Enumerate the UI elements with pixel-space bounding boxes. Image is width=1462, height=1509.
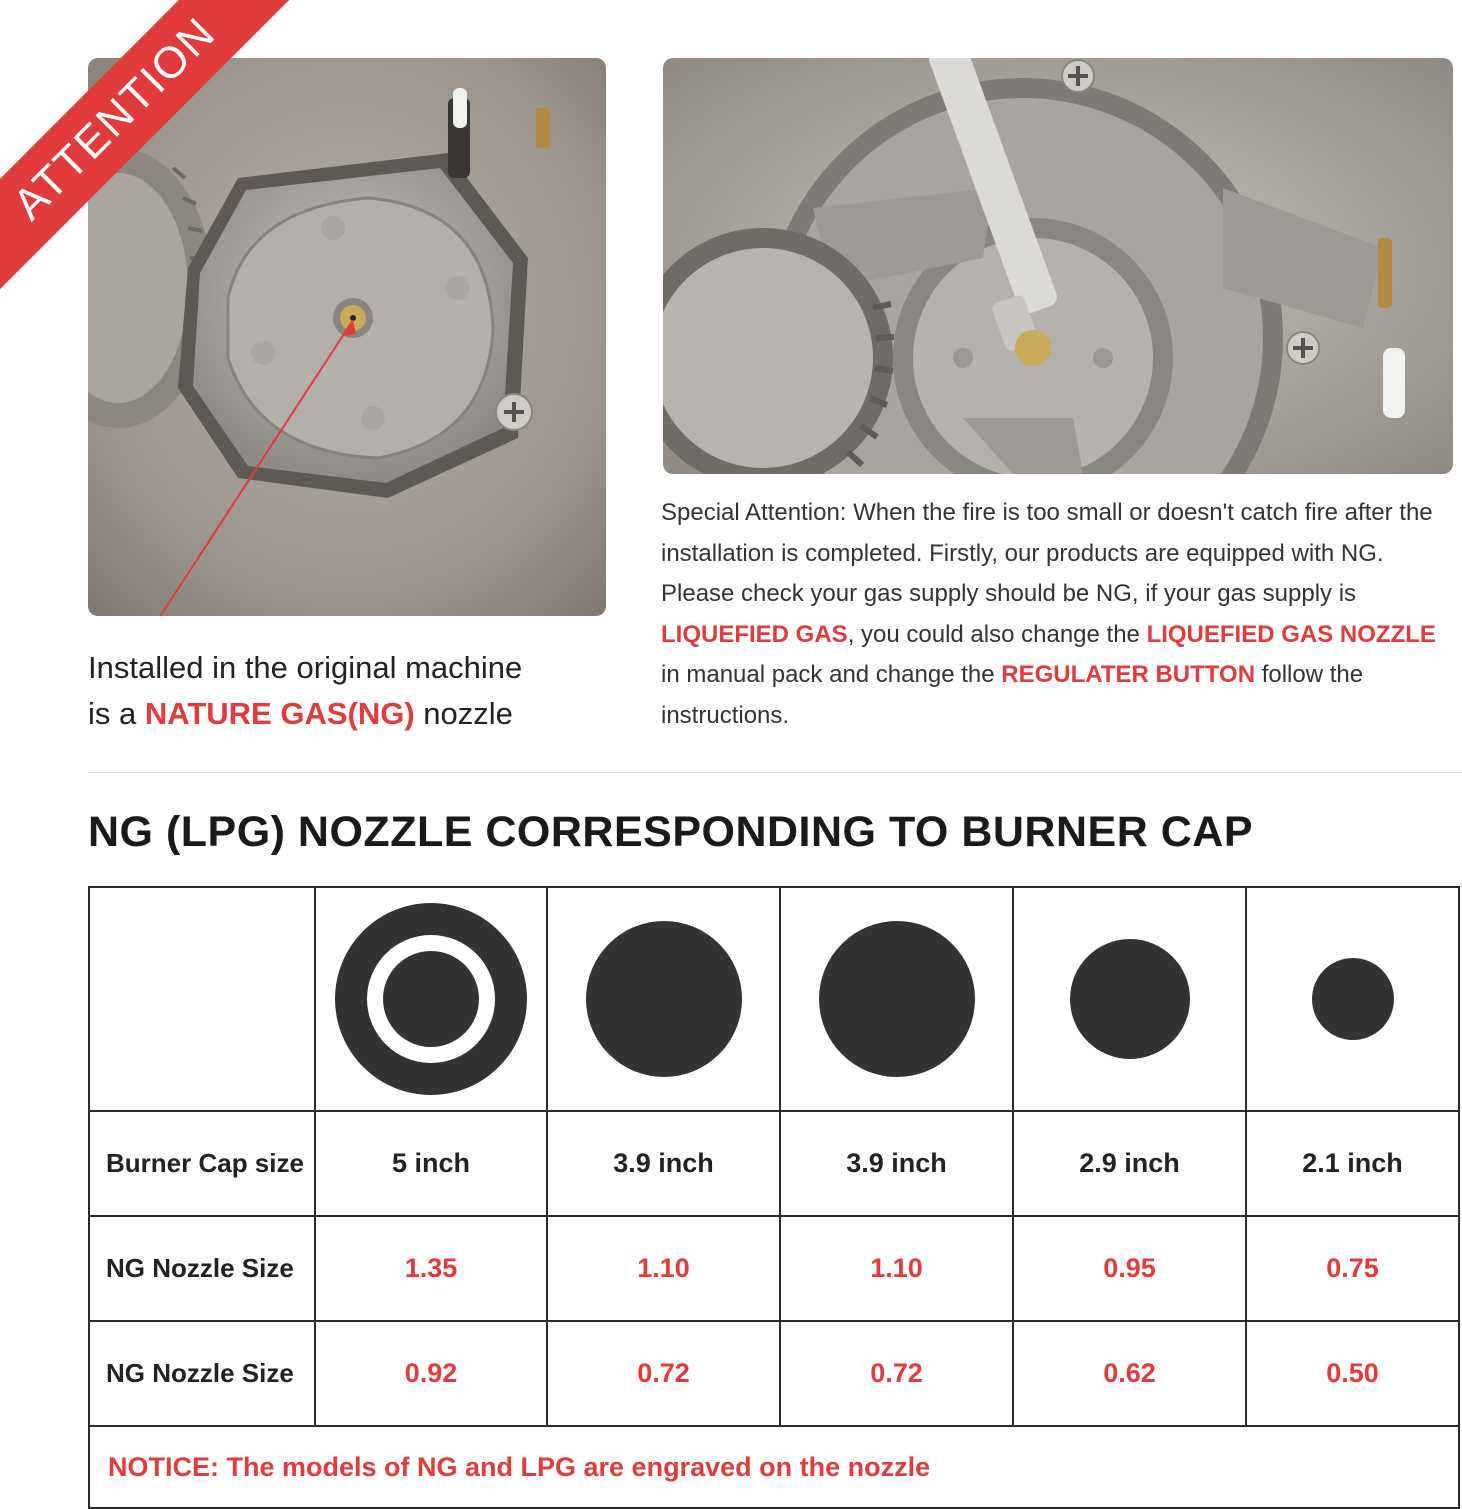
cap-5in-cell xyxy=(315,887,547,1111)
nozzle-cell: 0.72 xyxy=(547,1321,780,1426)
nozzle-cell: 1.10 xyxy=(547,1216,780,1321)
liquefied-gas-highlight: LIQUEFIED GAS xyxy=(661,620,848,648)
regulater-button-highlight: REGULATER BUTTON xyxy=(1001,661,1256,688)
nozzle-cell: 0.92 xyxy=(315,1321,547,1426)
liquefied-gas-nozzle-highlight: LIQUEFIED GAS NOZZLE xyxy=(1146,620,1436,648)
original-nozzle-caption xyxy=(88,645,608,737)
burner-cap-5in-icon xyxy=(333,901,529,1097)
nozzle-cell: 0.50 xyxy=(1246,1321,1459,1426)
nozzle-cell: 0.62 xyxy=(1013,1321,1246,1426)
attention-part3: in manual pack and change the xyxy=(661,661,1002,688)
attention-part2: , you could also change the xyxy=(847,620,1147,648)
cap-2-9in-cell xyxy=(1013,887,1246,1111)
lpg-nozzle-row xyxy=(89,1321,1459,1426)
nozzle-cell: 0.95 xyxy=(1013,1216,1246,1321)
caption-suffix: nozzle xyxy=(414,696,513,731)
nozzle-cell: 1.35 xyxy=(315,1216,547,1321)
size-cell: 2.9 inch xyxy=(1013,1111,1246,1216)
attention-part4: follow the instructions. xyxy=(661,661,1364,729)
size-cell: 3.9 inch xyxy=(780,1111,1013,1216)
burner-cap-2-1in-icon xyxy=(1310,956,1396,1042)
nozzle-cell: 0.72 xyxy=(780,1321,1013,1426)
size-cell: 3.9 inch xyxy=(547,1111,780,1216)
special-attention-text xyxy=(661,493,1451,736)
row-label: NG Nozzle Size xyxy=(89,1216,315,1321)
cap-2-1in-cell xyxy=(1246,887,1459,1111)
caption-prefix: is a xyxy=(88,696,145,731)
attention-part1: Special Attention: When the fire is too small or doesn't catch fire after the installation is completed. Firstly, our products are equipped with NG. Please check your gas supply should be NG, if your gas supply is xyxy=(661,499,1433,607)
cap-3-9in-cell-b xyxy=(780,887,1013,1111)
divider xyxy=(88,772,1462,773)
empty-header-cell xyxy=(89,887,315,1111)
nozzle-cell: 0.75 xyxy=(1246,1216,1459,1321)
attention-label: ATTENTION xyxy=(0,0,291,295)
notice-row xyxy=(89,1426,1459,1508)
nozzle-size-table xyxy=(88,886,1460,1509)
burner-cap-2-9in-icon xyxy=(1068,937,1192,1061)
wrench-burner-photo xyxy=(663,58,1453,474)
caption-line2 xyxy=(88,691,608,737)
nature-gas-highlight: NATURE GAS(NG) xyxy=(144,696,415,731)
burner-cap-size-row xyxy=(89,1111,1459,1216)
size-cell: 5 inch xyxy=(315,1111,547,1216)
burner-cap-3-9in-icon xyxy=(584,919,744,1079)
burner-cap-image-row xyxy=(89,887,1459,1111)
caption-line1: Installed in the original machine xyxy=(88,650,523,685)
burner-cap-3-9in-icon xyxy=(817,919,977,1079)
ng-nozzle-row xyxy=(89,1216,1459,1321)
row-label: NG Nozzle Size xyxy=(89,1321,315,1426)
size-cell: 2.1 inch xyxy=(1246,1111,1459,1216)
section-title: NG (LPG) NOZZLE CORRESPONDING TO BURNER CAP xyxy=(88,808,1254,856)
nozzle-cell: 1.10 xyxy=(780,1216,1013,1321)
row-label: Burner Cap size xyxy=(89,1111,315,1216)
attention-ribbon xyxy=(0,0,300,300)
cap-3-9in-cell-a xyxy=(547,887,780,1111)
notice-text: NOTICE: The models of NG and LPG are engraved on the nozzle xyxy=(89,1426,1459,1508)
